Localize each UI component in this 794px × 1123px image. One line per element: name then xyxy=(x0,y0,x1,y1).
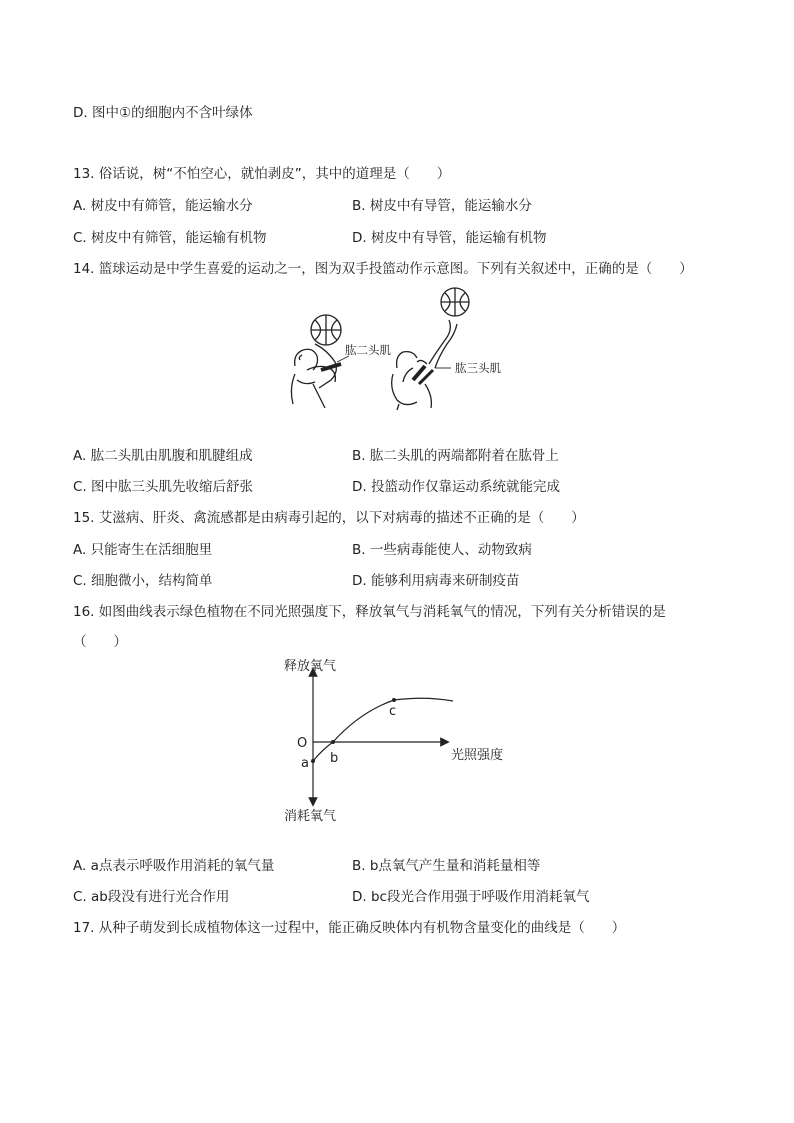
q13-option-d: D. 树皮中有导管，能运输有机物 xyxy=(352,230,547,246)
label-biceps: 肱二头肌 xyxy=(345,343,391,357)
q14-option-d: D. 投篮动作仅靠运动系统就能完成 xyxy=(352,479,560,495)
point-c-dot xyxy=(392,698,396,702)
y-top-label: 释放氧气 xyxy=(284,659,337,674)
q17-stem: 17. 从种子萌发到长成植物体这一过程中，能正确反映体内有机物含量变化的曲线是（ ） xyxy=(73,920,626,936)
x-axis-label: 光照强度 xyxy=(451,748,504,763)
basketball-shot-figure xyxy=(285,284,520,414)
point-a-dot xyxy=(311,759,315,763)
point-b-dot xyxy=(331,740,335,744)
q14-stem: 14. 篮球运动是中学生喜爱的运动之一，图为双手投篮动作示意图。下列有关叙述中，正确的是（ ） xyxy=(73,261,693,277)
point-b-label: b xyxy=(330,751,339,766)
point-a-label: a xyxy=(301,756,309,771)
q16-option-a: A. a点表示呼吸作用消耗的氧气量 xyxy=(73,858,275,874)
q16-stem-line2: （ ） xyxy=(73,634,127,650)
q14-option-c: C. 图中肱三头肌先收缩后舒张 xyxy=(73,479,254,495)
q13-option-a: A. 树皮中有筛管，能运输水分 xyxy=(73,198,253,214)
q13-option-c: C. 树皮中有筛管，能运输有机物 xyxy=(73,230,267,246)
prev-option-d: D. 图中①的细胞内不含叶绿体 xyxy=(73,105,253,121)
q16-stem-line1: 16. 如图曲线表示绿色植物在不同光照强度下，释放氧气与消耗氧气的情况，下列有关分析错误的是 xyxy=(73,604,666,620)
q13-stem: 13. 俗话说，树“不怕空心，就怕剥皮”，其中的道理是（ ） xyxy=(73,166,451,182)
q13-option-b: B. 树皮中有导管，能运输水分 xyxy=(352,198,532,214)
q16-option-c: C. ab段没有进行光合作用 xyxy=(73,889,230,905)
q14-option-a: A. 肱二头肌由肌腹和肌腱组成 xyxy=(73,448,253,464)
origin-label: O xyxy=(297,736,308,751)
point-c-label: c xyxy=(389,704,397,719)
q15-stem: 15. 艾滋病、肝炎、禽流感都是由病毒引起的，以下对病毒的描述不正确的是（ ） xyxy=(73,510,585,526)
q14-option-b: B. 肱二头肌的两端都附着在肱骨上 xyxy=(352,448,559,464)
q16-option-b: B. b点氧气产生量和消耗量相等 xyxy=(352,858,541,874)
q15-option-c: C. 细胞微小，结构简单 xyxy=(73,573,213,589)
q15-option-b: B. 一些病毒能使人、动物致病 xyxy=(352,542,532,558)
q15-option-a: A. 只能寄生在活细胞里 xyxy=(73,542,213,558)
q16-option-d: D. bc段光合作用强于呼吸作用消耗氧气 xyxy=(352,889,590,905)
oxygen-light-graph xyxy=(270,652,530,832)
y-bottom-label: 消耗氧气 xyxy=(284,809,337,824)
label-triceps: 肱三头肌 xyxy=(455,361,501,375)
q15-option-d: D. 能够利用病毒来研制疫苗 xyxy=(352,573,520,589)
